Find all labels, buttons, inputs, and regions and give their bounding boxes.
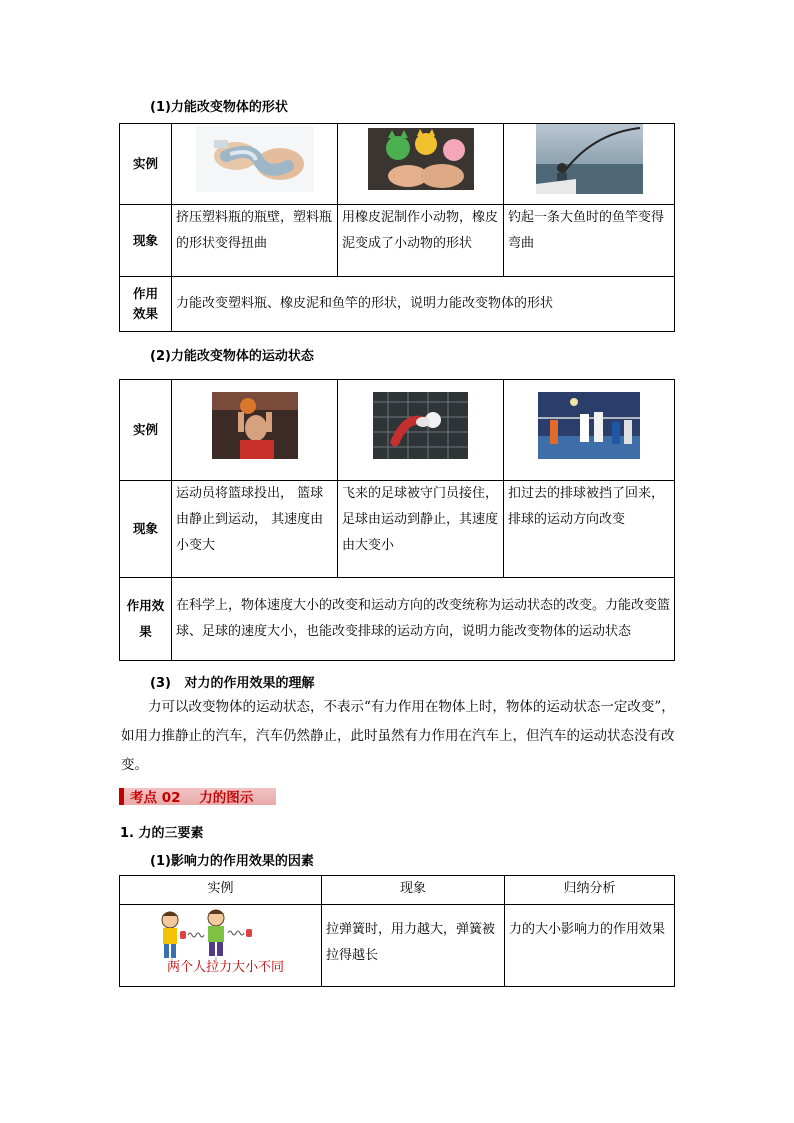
- row-label-phenomenon: 现象: [120, 205, 172, 277]
- phenomenon-cell: 运动员将篮球投出， 篮球由静止到运动， 其速度由小变大: [172, 481, 338, 578]
- effect-cell: 力能改变塑料瓶、橡皮泥和鱼竿的形状，说明力能改变物体的形状: [172, 277, 675, 332]
- factors-subheading: (1)影响力的作用效果的因素: [150, 854, 314, 869]
- phenomenon-cell: 飞来的足球被守门员接住，足球由运动到静止，其速度由大变小: [338, 481, 504, 578]
- column-header: 实例: [120, 876, 322, 905]
- goalkeeper-catch-photo: [373, 392, 468, 459]
- fishing-rod-photo: [536, 124, 643, 194]
- effect-cell: 在科学上，物体速度大小的改变和运动方向的改变统称为运动状态的改变。力能改变篮球、足球的速度大小，也能改变排球的运动方向，说明力能改变物体的运动状态: [172, 578, 675, 661]
- column-header: 现象: [322, 876, 505, 905]
- shape-change-table: [119, 123, 675, 332]
- section3-heading: (3) 对力的作用效果的理解: [150, 676, 315, 691]
- row-label-example: 实例: [120, 124, 172, 205]
- spring-pulling-cartoon: [152, 908, 262, 963]
- phenomenon-cell: 挤压塑料瓶的瓶壁，塑料瓶的形状变得扭曲: [172, 205, 338, 277]
- squeeze-bottle-photo: [196, 126, 314, 192]
- motion-change-table: [119, 379, 675, 661]
- phenomenon-cell: 用橡皮泥制作小动物，橡皮泥变成了小动物的形状: [338, 205, 504, 277]
- example-cell: [120, 905, 322, 987]
- basketball-shot-photo: [212, 392, 298, 459]
- cartoon-caption: 两个人拉力大小不同: [167, 960, 285, 975]
- three-elements-heading: 1. 力的三要素: [120, 826, 204, 841]
- row-label-effect: 作用效果: [120, 277, 172, 332]
- section3-paragraph: 力可以改变物体的运动状态，不表示“有力作用在物体上时，物体的运动状态一定改变”，如用力推静止的汽车，汽车仍然静止，此时虽然有力作用在汽车上，但汽车的运动状态没有改变。: [121, 699, 675, 773]
- volleyball-block-photo: [538, 392, 640, 459]
- kaodian-title: 考点 02 力的图示: [130, 790, 254, 806]
- section1-heading: (1)力能改变物体的形状: [150, 100, 288, 115]
- analysis-cell: 力的大小影响力的作用效果: [505, 905, 675, 987]
- phenomenon-cell: 拉弹簧时，用力越大，弹簧被拉得越长: [322, 905, 505, 987]
- force-factors-table: [119, 875, 675, 987]
- section2-heading: (2)力能改变物体的运动状态: [150, 349, 314, 364]
- clay-animals-photo: [368, 128, 474, 190]
- column-header: 归纳分析: [505, 876, 675, 905]
- phenomenon-cell: 扣过去的排球被挡了回来，排球的运动方向改变: [504, 481, 675, 578]
- row-label-phenomenon: 现象: [120, 481, 172, 578]
- row-label-example: 实例: [120, 380, 172, 481]
- phenomenon-cell: 钓起一条大鱼时的鱼竿变得弯曲: [504, 205, 675, 277]
- row-label-effect: 作用效果: [120, 578, 172, 661]
